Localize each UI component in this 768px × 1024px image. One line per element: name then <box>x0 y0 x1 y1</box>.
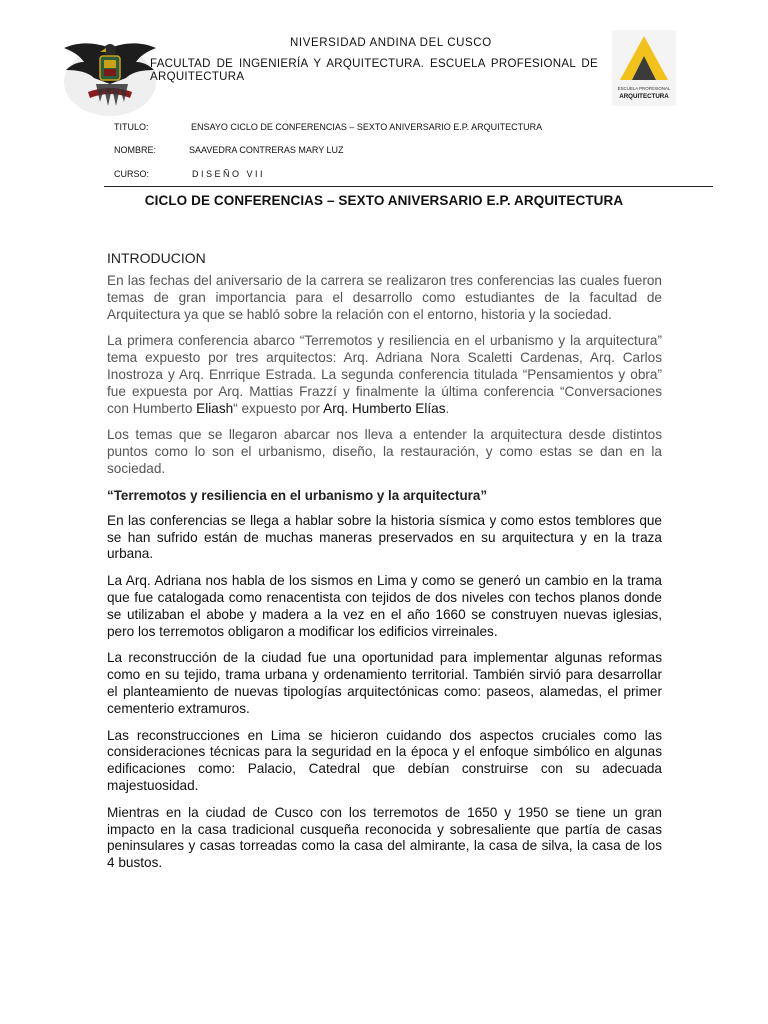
intro-heading: INTRODUCION <box>107 250 206 266</box>
document-body <box>107 250 662 882</box>
paragraph-5: La Arq. Adriana nos habla de los sismos en Lima y como se generó un cambio en la trama que fue catalogada como renacentista con tejidos de dos niveles con techos planos donde se utilizaban el abobe y madera a la vez en el año 1660 se construyen nuevas iglesias, pero los terremotos obligaron a modificar los edificios virreinales. <box>107 573 662 639</box>
title-value: ENSAYO CICLO DE CONFERENCIAS – SEXTO ANIVERSARIO E.P. ARQUITECTURA <box>191 122 543 132</box>
paragraph-7: Las reconstrucciones en Lima se hicieron cuidando dos aspectos cruciales como las consideraciones técnicas para la seguridad en la época y el enfoque simbólico en algunas edificaciones como: Palacio, Catedral que debían construirse con su adecuada majestuosidad. <box>107 727 662 793</box>
name-value: SAAVEDRA CONTRERAS MARY LUZ <box>189 145 344 155</box>
paragraph-2-text-e: . <box>445 400 450 416</box>
paragraph-2-text-a: La primera conferencia abarco “Terremotos y resiliencia en el urbanismo y la arquitectura” tema expuesto por tres arquitectos: Arq. Adriana Nora Scaletti Cardenas, Arq. Carlos Inostroza y Arq. Enrrique Estrada. La segunda conferencia titulada “Pensamientos y obra” fue expuesta por Arq. Mattias Frazzí y finalmente la última conferencia “Conversaciones con Humberto <box>107 333 662 416</box>
logo-text-architecture: ARQUITECTURA <box>619 93 669 100</box>
faculty-name: FACULTAD DE INGENIERÍA Y ARQUITECTURA. ESCUELA PROFESIONAL DE ARQUITECTURA <box>150 58 598 83</box>
section-subheading: “Terremotos y resiliencia en el urbanismo y la arquitectura” <box>107 487 488 503</box>
university-eagle-crest-icon <box>60 26 160 120</box>
paragraph-2-text-d: Arq. Humberto Elías <box>323 400 446 416</box>
paragraph-4: En las conferencias se llega a hablar sobre la historia sísmica y como estos temblores que se han sufrido están de muchas maneras preservados en su arquitectura y en la traza urbana. <box>107 512 662 562</box>
course-label: CURSO: <box>114 169 150 179</box>
logo-text-school: ESCUELA PROFESIONAL <box>617 86 671 91</box>
header-divider <box>104 186 713 187</box>
university-name: NIVERSIDAD ANDINA DEL CUSCO <box>290 37 492 49</box>
course-value: DISEÑO VII <box>192 169 266 179</box>
paragraph-2-text-b: Eliash <box>196 400 234 416</box>
paragraph-2-text-c: “ expuesto por <box>233 400 324 416</box>
paragraph-6: La reconstrucción de la ciudad fue una oportunidad para implementar algunas reformas como en su tejido, trama urbana y ordenamiento territorial. También sirvió para desarrollar el planteamiento de nuevas tipologías arquitectónicas como: paseos, alamedas, el primer cementerio extramuros. <box>107 650 662 716</box>
document-title: CICLO DE CONFERENCIAS – SEXTO ANIVERSARIO E.P. ARQUITECTURA <box>144 193 624 208</box>
paragraph-3: Los temas que se llegaron abarcar nos lleva a entender la arquitectura desde distintos puntos como lo son el urbanismo, diseño, la restauración, y como estas se dan en la sociedad. <box>107 427 662 476</box>
title-label: TITULO: <box>114 122 149 132</box>
paragraph-2 <box>107 333 662 417</box>
architecture-school-logo-icon <box>612 30 676 106</box>
paragraph-1: En las fechas del aniversario de la carrera se realizaron tres conferencias las cuales fueron temas de gran importancia para el desarrollo como estudiantes de la facultad de Arquitectura ya que se habló sobre la relación con el entorno, historia y la sociedad. <box>107 273 662 322</box>
name-label: NOMBRE: <box>114 145 157 155</box>
paragraph-8: Mientras en la ciudad de Cusco con los terremotos de 1650 y 1950 se tiene un gran impacto en la casa tradicional cusqueña reconocida y sobresaliente que partía de casas peninsulares y casas torreadas como la casa del almirante, la casa de silva, la casa de los 4 bustos. <box>107 804 662 871</box>
